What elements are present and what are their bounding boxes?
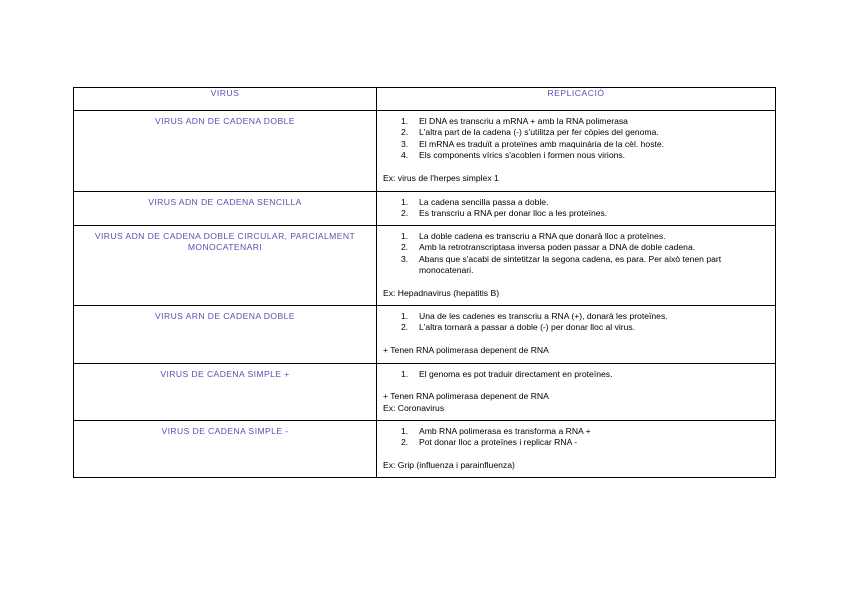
virus-type-cell: VIRUS DE CADENA SIMPLE - (74, 421, 377, 478)
step-text: L'altra tornarà a passar a doble (-) per donar lloc al virus. (419, 322, 636, 333)
step-number: 2. (401, 242, 409, 253)
step-number: 1. (401, 426, 409, 436)
virus-replication-table (73, 87, 776, 478)
step-text: Abans que s'acabi de sintetitzar la segona cadena, es para. Per això tenen part monocatenari. (419, 253, 722, 276)
step-text: El genoma es pot traduir directament en proteïnes. (419, 369, 613, 379)
replication-note: + Tenen RNA polimerasa depenent de RNA (383, 391, 549, 402)
replication-cell (377, 306, 776, 364)
step-number: 1. (401, 369, 409, 379)
replication-step (383, 208, 767, 219)
replication-step (383, 139, 767, 150)
step-text: Amb RNA polimerasa es transforma a RNA + (419, 426, 591, 436)
virus-type-cell: VIRUS ADN DE CADENA SENCILLA (74, 192, 377, 226)
step-number: 1. (401, 231, 409, 241)
step-number: 2. (401, 208, 409, 219)
step-number: 3. (401, 253, 409, 264)
replication-step (383, 437, 767, 448)
step-number: 1. (401, 311, 409, 321)
table-row (74, 226, 776, 306)
replication-step (383, 242, 767, 253)
replication-steps-list (383, 231, 767, 277)
step-text: Es transcriu a RNA per donar lloc a les proteïnes. (419, 208, 608, 219)
replication-step (383, 322, 767, 333)
replication-steps-list (383, 311, 767, 334)
replication-steps-list (383, 369, 767, 380)
step-text: Una de les cadenes es transcriu a RNA (+), donarà les proteïnes. (419, 311, 668, 321)
step-text: Amb la retrotranscriptasa inversa poden passar a DNA de doble cadena. (419, 242, 696, 253)
step-number: 4. (401, 150, 409, 161)
replication-step (383, 426, 767, 437)
replication-step (383, 254, 767, 277)
replication-step (383, 197, 767, 208)
replication-cell (377, 421, 776, 478)
table-row (74, 111, 776, 192)
replication-step (383, 369, 767, 380)
table-header-row (74, 88, 776, 111)
table-body (74, 111, 776, 478)
step-text: La cadena sencilla passa a doble. (419, 197, 549, 207)
step-text: El DNA es transcriu a mRNA + amb la RNA polimerasa (419, 116, 628, 126)
virus-type-cell: VIRUS DE CADENA SIMPLE + (74, 364, 377, 421)
replication-note: Ex: virus de l'herpes simplex 1 (383, 172, 499, 183)
replication-step (383, 311, 767, 322)
virus-type-cell: VIRUS ADN DE CADENA DOBLE CIRCULAR, PARCIALMENT MONOCATENARI (74, 226, 377, 306)
step-text: Els components vírics s'acoblen i formen nous virions. (419, 150, 626, 161)
replication-step (383, 127, 767, 138)
virus-type-cell: VIRUS ADN DE CADENA DOBLE (74, 111, 377, 192)
table-row (74, 306, 776, 364)
replication-cell (377, 226, 776, 306)
step-number: 2. (401, 437, 409, 448)
replication-steps-list (383, 426, 767, 449)
step-number: 3. (401, 138, 409, 149)
replication-cell (377, 192, 776, 226)
step-text: L'altra part de la cadena (-) s'utilitza per fer còpies del genoma. (419, 127, 659, 138)
step-text: El mRNA es traduït a proteïnes amb maquinària de la cèl. hoste. (419, 138, 665, 149)
replication-note: Ex: Coronavirus (383, 402, 445, 413)
step-text: La doble cadena es transcriu a RNA que donarà lloc a proteïnes. (419, 231, 666, 241)
replication-note: Ex: Hepadnavirus (hepatitis B) (383, 287, 500, 298)
step-number: 1. (401, 197, 409, 207)
replication-steps-list (383, 116, 767, 162)
replication-step (383, 231, 767, 242)
step-text: Pot donar lloc a proteïnes i replicar RNA - (419, 437, 578, 448)
header-virus: VIRUS (74, 88, 377, 111)
table-row (74, 364, 776, 421)
header-replication: REPLICACIÓ (377, 88, 776, 111)
table-row (74, 421, 776, 478)
step-number: 2. (401, 322, 409, 333)
virus-type-cell: VIRUS ARN DE CADENA DOBLE (74, 306, 377, 364)
replication-step (383, 150, 767, 161)
step-number: 2. (401, 127, 409, 138)
replication-cell (377, 364, 776, 421)
replication-steps-list (383, 197, 767, 220)
step-number: 1. (401, 116, 409, 126)
replication-note: + Tenen RNA polimerasa depenent de RNA (383, 344, 549, 355)
table-row (74, 192, 776, 226)
replication-cell (377, 111, 776, 192)
replication-note: Ex: Grip (influenza i parainfluenza) (383, 459, 515, 470)
replication-step (383, 116, 767, 127)
